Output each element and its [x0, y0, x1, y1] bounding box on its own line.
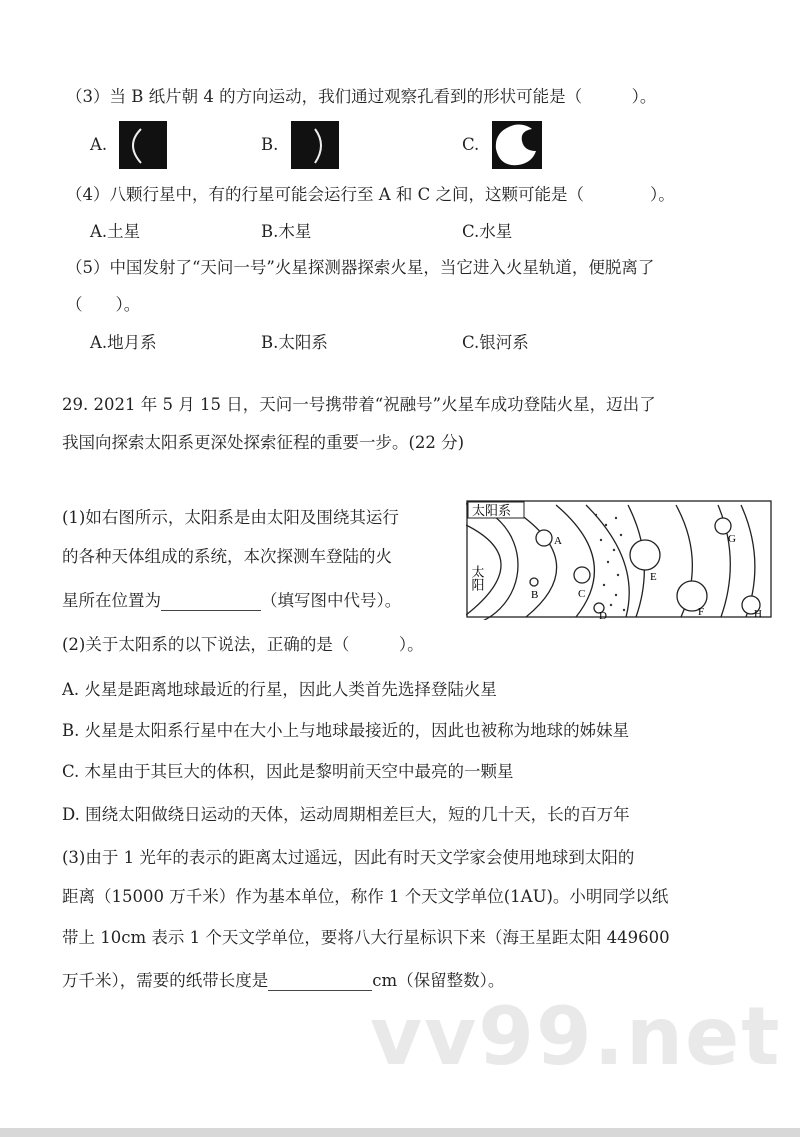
q29-p3-suffix: cm（保留整数）。	[372, 971, 505, 990]
sun-shape	[466, 503, 518, 620]
q4-option-b: B.木星	[261, 222, 312, 241]
q29-p2-option-b: B. 火星是太阳系行星中在大小上与地球最接近的，因此也被称为地球的姊妹星	[62, 721, 630, 740]
crescent-left-image	[119, 121, 167, 169]
gibbous-moon-image	[492, 121, 542, 169]
q5-option-b: B.太阳系	[261, 333, 328, 352]
q4-option-a: A.土星	[90, 222, 141, 241]
q3-text: （3）当 B 纸片朝 4 的方向运动，我们通过观察孔看到的形状可能是（ ）。	[66, 87, 657, 106]
answer-blank[interactable]	[161, 594, 261, 611]
label-h: H	[754, 608, 762, 620]
q4-text: （4）八颗行星中，有的行星可能会运行至 A 和 C 之间，这颗可能是（ ）。	[66, 185, 675, 204]
q29-p3-text: 万千米），需要的纸带长度是	[62, 971, 269, 990]
q3-option-c: C.	[462, 135, 480, 154]
solar-system-diagram	[466, 500, 772, 620]
q29-p1-line2: 的各种天体组成的系统，本次探测车登陆的火	[62, 547, 392, 566]
label-e: E	[650, 571, 657, 583]
q3-option-b: B.	[261, 135, 279, 154]
q5-text: （5）中国发射了“天问一号”火星探测器探索火星，当它进入火星轨道，便脱离了	[66, 258, 655, 277]
q29-line1: 29. 2021 年 5 月 15 日，天问一号携带着“祝融号”火星车成功登陆火星，迈出了	[62, 395, 656, 414]
q5-option-a: A.地月系	[90, 333, 157, 352]
answer-blank-cm[interactable]	[268, 974, 372, 991]
label-f: F	[698, 606, 705, 618]
q5-text-2: （ ）。	[66, 295, 141, 314]
q29-p1-suffix: （填写图中代号）。	[261, 591, 402, 610]
q3-option-a: A.	[90, 135, 108, 154]
q29-p1-text: 星所在位置为	[62, 591, 161, 610]
label-a: A	[554, 535, 562, 547]
q29-p3-line1: (3)由于 1 光年的表示的距离太过遥远，因此有时天文学家会使用地球到太阳的	[62, 848, 635, 867]
q4-option-c: C.水星	[462, 222, 513, 241]
label-b: B	[531, 589, 539, 601]
label-d: D	[599, 610, 607, 620]
q29-p2: (2)关于太阳系的以下说法，正确的是（ ）。	[62, 635, 424, 654]
watermark: vv99.net	[370, 990, 782, 1083]
label-g: G	[728, 533, 736, 545]
crescent-right-image	[291, 121, 339, 169]
q29-p2-option-c: C. 木星由于其巨大的体积，因此是黎明前天空中最亮的一颗星	[62, 762, 514, 781]
q29-p3-line3: 带上 10cm 表示 1 个天文学单位，要将八大行星标识下来（海王星距太阳 449600	[62, 928, 670, 947]
label-c: C	[578, 588, 586, 600]
q29-p2-option-a: A. 火星是距离地球最近的行星，因此人类首先选择登陆火星	[62, 680, 497, 699]
page-bottom-edge	[0, 1128, 800, 1137]
diagram-title: 太阳系	[472, 504, 512, 519]
q29-p2-option-d: D. 围绕太阳做绕日运动的天体，运动周期相差巨大，短的几十天，长的百万年	[62, 805, 630, 824]
q29-p3-line4	[62, 971, 504, 991]
q5-option-c: C.银河系	[462, 333, 529, 352]
q29-p3-line2: 距离（15000 万千米）作为基本单位，称作 1 个天文学单位(1AU)。小明同学以纸	[62, 887, 669, 906]
q29-line2: 我国向探索太阳系更深处探索征程的重要一步。(22 分)	[62, 433, 465, 452]
q29-p1-line3	[62, 591, 401, 611]
q29-p1-line1: (1)如右图所示，太阳系是由太阳及围绕其运行	[62, 508, 399, 527]
diagram-sun-label: 太阳	[468, 565, 484, 591]
